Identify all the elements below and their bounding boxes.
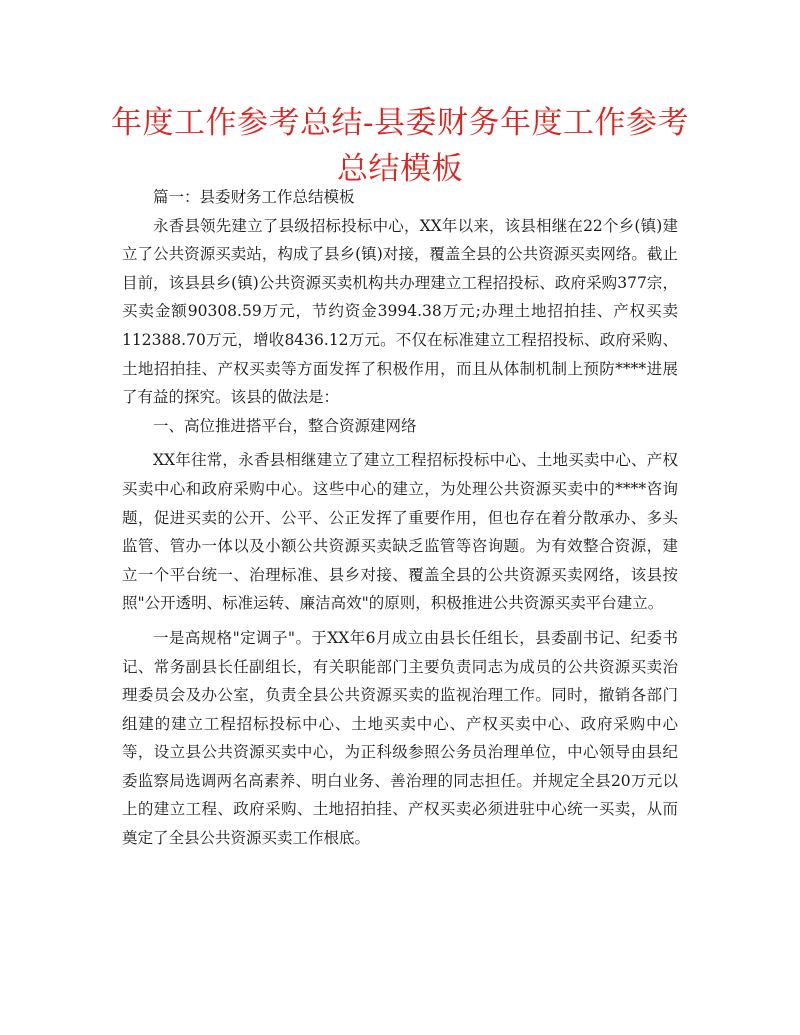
- document-body: [122, 183, 678, 853]
- section-heading: 一、高位推进搭平台，整合资源建网络: [153, 416, 417, 435]
- document-title: 年度工作参考总结-县委财务年度工作参考总结模板: [111, 105, 689, 187]
- body-paragraph: 永香县领先建立了县级招标投标中心，XX年以来，该县相继在22个乡(镇)建立了公共资源买卖站，构成了县乡(镇)对接，覆盖全县的公共资源买卖网络。截止目前，该县县乡(镇)公共资源买卖机构共办理建立工程招投标、政府采购377宗，买卖金额90308.59万元，节约资金3994.38万元;办理土地招拍挂、产权买卖112388.70万元，增收8436.12万元。不仅在标准建立工程招投标、政府采购、土地招拍挂、产权买卖等方面发挥了积极作用，而且从体制机制上预防****进展了有益的探究。该县的做法是：: [122, 216, 678, 407]
- body-paragraph: XX年往常，永香县相继建立了建立工程招标投标中心、土地买卖中心、产权买卖中心和政府采购中心。这些中心的建立，为处理公共资源买卖中的****咨询题，促进买卖的公开、公平、公正发挥了重要作用，但也存在着分散承办、多头监管、管办一体以及小额公共资源买卖缺乏监管等咨询题。为有效整合资源，建立一个平台统一、治理标准、县乡对接、覆盖全县的公共资源买卖网络，该县按照"公开透明、标准运转、廉洁高效"的原则，积极推进公共资源买卖平台建立。: [122, 451, 678, 613]
- section-heading: 篇一：县委财务工作总结模板: [153, 188, 355, 206]
- body-paragraph: 一是高规格"定调子"。于XX年6月成立由县长任组长，县委副书记、纪委书记、常务副县长任副组长，有关职能部门主要负责同志为成员的公共资源买卖治理委员会及办公室，负责全县公共资源买卖的监视治理工作。同时，撤销各部门组建的建立工程招标投标中心、土地买卖中心、产权买卖中心、政府采购中心等，设立县公共资源买卖中心，为正科级参照公务员治理单位，中心领导由县纪委监察局选调两名高素养、明白业务、善治理的同志担任。并规定全县20万元以上的建立工程、政府采购、土地招拍挂、产权买卖必须进驻中心统一买卖，从而奠定了全县公共资源买卖工作根底。: [122, 628, 678, 848]
